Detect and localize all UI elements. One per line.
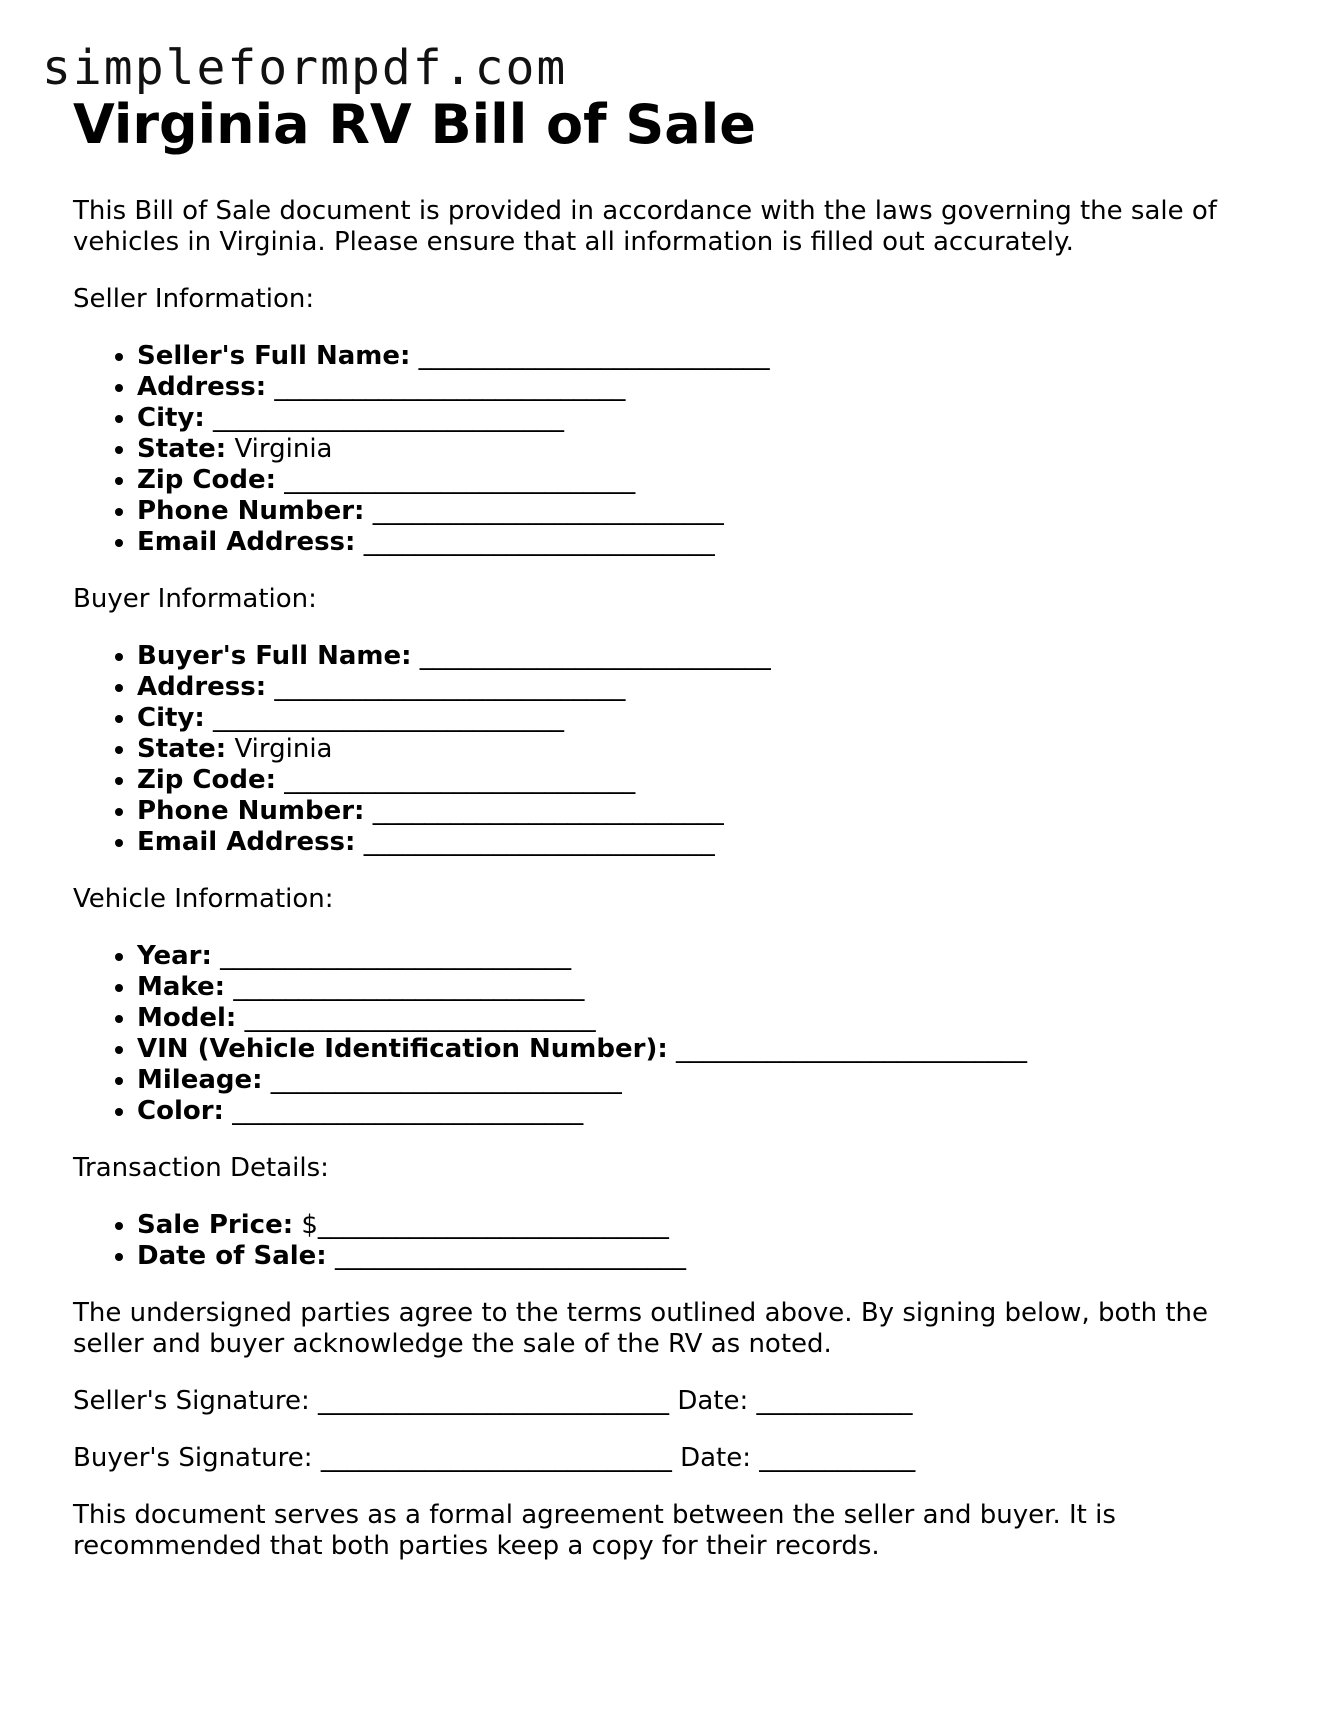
list-item xyxy=(137,941,1253,972)
intro-paragraph: This Bill of Sale document is provided in accordance with the laws governing the sale of vehicles in Virginia. Please ensure that all information is filled out accurately. xyxy=(73,196,1217,257)
field-label: Buyer's Full Name: xyxy=(137,641,412,671)
vehicle-make-field[interactable]: ___________________________ xyxy=(233,972,585,1002)
list-item xyxy=(137,672,1253,703)
field-label: Address: xyxy=(137,372,267,402)
vehicle-vin-field[interactable]: ___________________________ xyxy=(676,1034,1027,1064)
seller-email-field[interactable]: ___________________________ xyxy=(363,527,715,557)
field-label: Model: xyxy=(137,1003,237,1033)
field-label: Color: xyxy=(137,1096,224,1126)
watermark: simpleformpdf.com xyxy=(42,40,568,96)
field-label: Make: xyxy=(137,972,226,1002)
field-label: Zip Code: xyxy=(137,765,277,795)
list-item xyxy=(137,372,1253,403)
seller-date-field[interactable]: ____________ xyxy=(756,1386,913,1416)
list-item xyxy=(137,827,1253,858)
list-item xyxy=(137,734,1253,765)
field-label: Sale Price: xyxy=(137,1210,294,1240)
vehicle-mileage-field[interactable]: ___________________________ xyxy=(270,1065,622,1095)
field-label: VIN (Vehicle Identification Number): xyxy=(137,1034,668,1064)
buyer-address-field[interactable]: ___________________________ xyxy=(274,672,626,702)
seller-phone-field[interactable]: ___________________________ xyxy=(372,496,724,526)
seller-city-field[interactable]: ___________________________ xyxy=(213,403,565,433)
vehicle-model-field[interactable]: ___________________________ xyxy=(244,1003,596,1033)
field-label: State: xyxy=(137,434,227,464)
list-item xyxy=(137,1241,1253,1272)
field-label: Date of Sale: xyxy=(137,1241,327,1271)
list-item xyxy=(137,403,1253,434)
seller-signature-label: Seller's Signature: xyxy=(73,1386,310,1416)
vehicle-color-field[interactable]: ___________________________ xyxy=(232,1096,584,1126)
list-item xyxy=(137,1096,1253,1127)
transaction-field-list xyxy=(73,1210,1253,1272)
field-label: Mileage: xyxy=(137,1065,263,1095)
list-item xyxy=(137,1210,1253,1241)
seller-date-label: Date: xyxy=(677,1386,749,1416)
seller-field-list xyxy=(73,341,1253,558)
list-item xyxy=(137,641,1253,672)
field-label: State: xyxy=(137,734,227,764)
field-label: City: xyxy=(137,703,205,733)
list-item xyxy=(137,703,1253,734)
list-item xyxy=(137,527,1253,558)
seller-section-heading: Seller Information: xyxy=(73,284,315,314)
list-item xyxy=(137,1003,1253,1034)
field-label: Zip Code: xyxy=(137,465,277,495)
sale-date-field[interactable]: ___________________________ xyxy=(334,1241,686,1271)
closing-paragraph: This document serves as a formal agreement between the seller and buyer. It is recommended that both parties keep a copy for their records. xyxy=(73,1500,1116,1561)
list-item xyxy=(137,496,1253,527)
field-label: Address: xyxy=(137,672,267,702)
list-item xyxy=(137,341,1253,372)
seller-state-value: Virginia xyxy=(234,434,333,464)
document-page xyxy=(73,92,1253,1588)
field-label: Phone Number: xyxy=(137,796,365,826)
buyer-state-value: Virginia xyxy=(234,734,333,764)
list-item xyxy=(137,796,1253,827)
buyer-email-field[interactable]: ___________________________ xyxy=(363,827,715,857)
buyer-field-list xyxy=(73,641,1253,858)
field-label: Email Address: xyxy=(137,527,356,557)
buyer-name-field[interactable]: ___________________________ xyxy=(419,641,771,671)
buyer-date-field[interactable]: ____________ xyxy=(759,1443,916,1473)
field-label: Seller's Full Name: xyxy=(137,341,411,371)
list-item xyxy=(137,1065,1253,1096)
field-label: Email Address: xyxy=(137,827,356,857)
field-label: City: xyxy=(137,403,205,433)
sale-price-field[interactable]: $___________________________ xyxy=(301,1210,669,1240)
seller-name-field[interactable]: ___________________________ xyxy=(418,341,770,371)
buyer-zip-field[interactable]: ___________________________ xyxy=(284,765,636,795)
document-title: Virginia RV Bill of Sale xyxy=(73,93,756,156)
seller-signature-line xyxy=(73,1386,1253,1417)
list-item xyxy=(137,1034,1253,1065)
vehicle-section-heading: Vehicle Information: xyxy=(73,884,334,914)
seller-signature-field[interactable]: ___________________________ xyxy=(318,1386,670,1416)
agreement-paragraph: The undersigned parties agree to the terms outlined above. By signing below, both the seller and buyer acknowledge the sale of the RV as noted. xyxy=(73,1298,1208,1359)
buyer-section-heading: Buyer Information: xyxy=(73,584,317,614)
buyer-signature-label: Buyer's Signature: xyxy=(73,1443,313,1473)
list-item xyxy=(137,765,1253,796)
vehicle-field-list xyxy=(73,941,1253,1127)
buyer-date-label: Date: xyxy=(680,1443,751,1473)
buyer-city-field[interactable]: ___________________________ xyxy=(213,703,565,733)
buyer-signature-line xyxy=(73,1443,1253,1474)
field-label: Year: xyxy=(137,941,212,971)
list-item xyxy=(137,465,1253,496)
list-item xyxy=(137,434,1253,465)
buyer-signature-field[interactable]: ___________________________ xyxy=(320,1443,672,1473)
field-label: Phone Number: xyxy=(137,496,365,526)
vehicle-year-field[interactable]: ___________________________ xyxy=(220,941,572,971)
transaction-section-heading: Transaction Details: xyxy=(73,1153,329,1183)
seller-address-field[interactable]: ___________________________ xyxy=(274,372,626,402)
list-item xyxy=(137,972,1253,1003)
buyer-phone-field[interactable]: ___________________________ xyxy=(372,796,724,826)
seller-zip-field[interactable]: ___________________________ xyxy=(284,465,636,495)
